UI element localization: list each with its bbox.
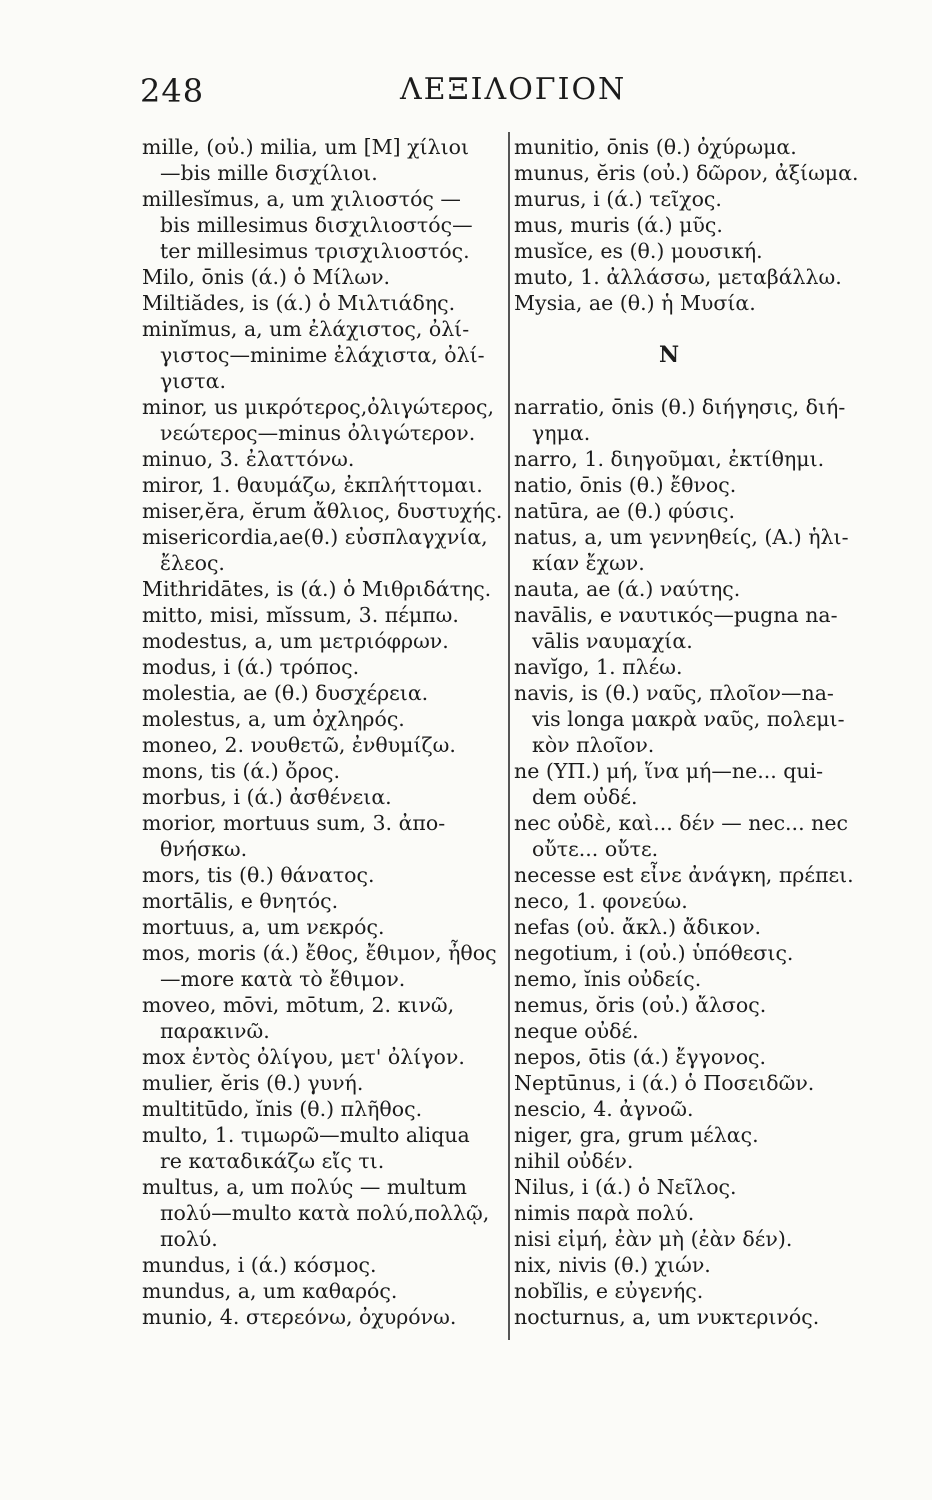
entry-line: natus, a, um γεννηθείς, (Α.) ἡλι- (514, 525, 849, 549)
entry-line: nobĭlis, e εὐγενής. (514, 1279, 704, 1303)
entry-line: necesse est εἶνε ἀνάγκη, πρέπει. (514, 863, 854, 887)
entry-line: narratio, ōnis (θ.) διήγησις, διή- (514, 395, 846, 419)
entry-line: molestia, ae (θ.) δυσχέρεια. (142, 681, 429, 705)
entry-line: misericordia,ae(θ.) εὐσπλαγχνία, (142, 525, 488, 549)
entry-line: πολύ—multo κατὰ πολύ,πολλῷ, (160, 1201, 490, 1225)
entry-line: nemo, ĭnis οὐδείς. (514, 967, 702, 991)
entry-line: natūra, ae (θ.) φύσις. (514, 499, 736, 523)
entry-line: nemus, ŏris (οὐ.) ἄλσος. (514, 993, 767, 1017)
entry-line: Neptūnus, i (ά.) ὁ Ποσειδῶν. (514, 1071, 815, 1095)
entry-line: natio, ōnis (θ.) ἔθνος. (514, 473, 737, 497)
entry-line: nescio, 4. ἀγνοῶ. (514, 1097, 694, 1121)
entry-line: neco, 1. φονεύω. (514, 889, 688, 913)
entry-line: κὸν πλοῖον. (532, 733, 655, 757)
entry-line: moneo, 2. νουθετῶ, ἐνθυμίζω. (142, 733, 456, 757)
entry-line: mortālis, e θνητός. (142, 889, 339, 913)
entry-line: mundus, i (ά.) κόσμος. (142, 1253, 377, 1277)
entry-line: οὔτε... οὔτε. (532, 837, 659, 861)
entry-line: munus, ĕris (οὐ.) δῶρον, ἀξίωμα. (514, 161, 859, 185)
entry-line: musĭce, es (θ.) μουσική. (514, 239, 763, 263)
entry-line: nimis παρὰ πολύ. (514, 1201, 695, 1225)
entry-line: modus, i (ά.) τρόπος. (142, 655, 360, 679)
entry-line: nisi εἰμή, ἐὰν μὴ (ἐὰν δέν). (514, 1227, 793, 1251)
entry-line: nefas (οὐ. ἄκλ.) ἄδικον. (514, 915, 762, 939)
entry-line: nihil οὐδέν. (514, 1149, 634, 1173)
section-letter-heading: N (658, 342, 680, 368)
entry-line: πολύ. (160, 1227, 218, 1251)
entry-line: negotium, i (οὐ.) ὑπόθεσις. (514, 941, 794, 965)
entry-line: minor, us μικρότερος,ὀλιγώτερος, (142, 395, 494, 419)
entry-line: narro, 1. διηγοῦμαι, ἐκτίθημι. (514, 447, 825, 471)
entry-line: multitūdo, ĭnis (θ.) πλῆθος. (142, 1097, 423, 1121)
entry-line: mitto, misi, mĭssum, 3. πέμπω. (142, 603, 459, 627)
page-header (140, 72, 800, 120)
entry-line: niger, gra, grum μέλας. (514, 1123, 759, 1147)
entry-line: ne (ΥΠ.) μή, ἵνα μή—ne... qui- (514, 759, 824, 783)
entry-line: ter millesimus τρισχιλιοστός. (160, 239, 470, 263)
entry-line: Mithridātes, is (ά.) ὁ Μιθριδάτης. (142, 577, 492, 601)
page-number: 248 (140, 72, 205, 110)
entry-line: mille, (οὐ.) milia, um [M] χίλιοι (142, 135, 469, 159)
entry-line: dem οὐδέ. (532, 785, 638, 809)
entry-line: molestus, a, um ὀχληρός. (142, 707, 405, 731)
entry-line: mos, moris (ά.) ἔθος, ἔθιμον, ἦθος (142, 941, 497, 965)
entry-line: multo, 1. τιμωρῶ—multo aliqua (142, 1123, 470, 1147)
entry-line: κίαν ἔχων. (532, 551, 645, 575)
entry-line: miror, 1. θαυμάζω, ἐκπλήττομαι. (142, 473, 483, 497)
entry-line: mus, muris (ά.) μῦς. (514, 213, 723, 237)
entry-line: nix, nivis (θ.) χιών. (514, 1253, 711, 1277)
entry-line: vālis ναυμαχία. (532, 629, 693, 653)
entry-line: navis, is (θ.) ναῦς, πλοῖον—na- (514, 681, 834, 705)
entry-line: minĭmus, a, um ἐλάχιστος, ὀλί- (142, 317, 470, 341)
entry-line: γιστος—minime ἐλάχιστα, ὀλί- (160, 343, 485, 367)
entry-line: vis longa μακρὰ ναῦς, πολεμι- (532, 707, 845, 731)
entry-line: παρακινῶ. (160, 1019, 270, 1043)
entry-line: Nilus, i (ά.) ὁ Νεῖλος. (514, 1175, 737, 1199)
entry-line: millesĭmus, a, um χιλιοστός — (142, 187, 461, 211)
entry-line: nepos, ōtis (ά.) ἔγγονος. (514, 1045, 767, 1069)
entry-line: mulier, ĕris (θ.) γυνή. (142, 1071, 364, 1095)
entry-line: morior, mortuus sum, 3. ἀπο- (142, 811, 446, 835)
entry-line: mox ἐντὸς ὀλίγου, μετ' ὀλίγον. (142, 1045, 465, 1069)
entry-line: nauta, ae (ά.) ναύτης. (514, 577, 741, 601)
entry-line (514, 316, 824, 342)
entry-line: navālis, e ναυτικός—pugna na- (514, 603, 838, 627)
entry-line (514, 368, 824, 394)
entry-line: mundus, a, um καθαρός. (142, 1279, 398, 1303)
entry-line: multus, a, um πολύς — multum (142, 1175, 467, 1199)
entry-line: ἔλεος. (160, 551, 225, 575)
entry-line: Milo, ōnis (ά.) ὁ Μίλων. (142, 265, 391, 289)
entry-line: γημα. (532, 421, 591, 445)
entry-line: morbus, i (ά.) ἀσθένεια. (142, 785, 392, 809)
entry-line: re καταδικάζω εἴς τι. (160, 1149, 385, 1173)
entry-line: nocturnus, a, um νυκτερινός. (514, 1305, 820, 1329)
entry-line: mons, tis (ά.) ὄρος. (142, 759, 340, 783)
entry-line: miser,ĕra, ĕrum ἄθλιος, δυστυχής. (142, 499, 503, 523)
entry-line: θνήσκω. (160, 837, 248, 861)
entry-line: munitio, ōnis (θ.) ὀχύρωμα. (514, 135, 797, 159)
entry-line: neque οὐδέ. (514, 1019, 639, 1043)
entry-line: modestus, a, um μετριόφρων. (142, 629, 449, 653)
entry-line: —more κατὰ τὸ ἔθιμον. (160, 967, 406, 991)
left-column (142, 134, 502, 1330)
entry-line: navĭgo, 1. πλέω. (514, 655, 683, 679)
entry-line: mortuus, a, um νεκρός. (142, 915, 385, 939)
entry-line: murus, i (ά.) τεῖχος. (514, 187, 722, 211)
entry-line: Mysia, ae (θ.) ἡ Μυσία. (514, 291, 756, 315)
running-title: ΛΕΞΙΛΟΓΙΟΝ (400, 72, 627, 107)
entry-line: nec οὐδὲ, καὶ... δέν — nec... nec (514, 811, 848, 835)
entry-line: Miltiădes, is (ά.) ὁ Μιλτιάδης. (142, 291, 456, 315)
entry-line: minuo, 3. ἐλαττόνω. (142, 447, 355, 471)
entry-line: moveo, mōvi, mōtum, 2. κινῶ, (142, 993, 455, 1017)
entry-line: mors, tis (θ.) θάνατος. (142, 863, 375, 887)
entry-line: —bis mille δισχίλιοι. (160, 161, 378, 185)
right-column (514, 134, 859, 1330)
entry-line: γιστα. (160, 369, 226, 393)
column-divider (508, 132, 510, 1340)
entry-line: bis millesimus δισχιλιοστός— (160, 213, 473, 237)
entry-line: muto, 1. ἀλλάσσω, μεταβάλλω. (514, 265, 842, 289)
entry-line: νεώτερος—minus ὀλιγώτερον. (160, 421, 476, 445)
entry-line: munio, 4. στερεόνω, ὀχυρόνω. (142, 1305, 457, 1329)
